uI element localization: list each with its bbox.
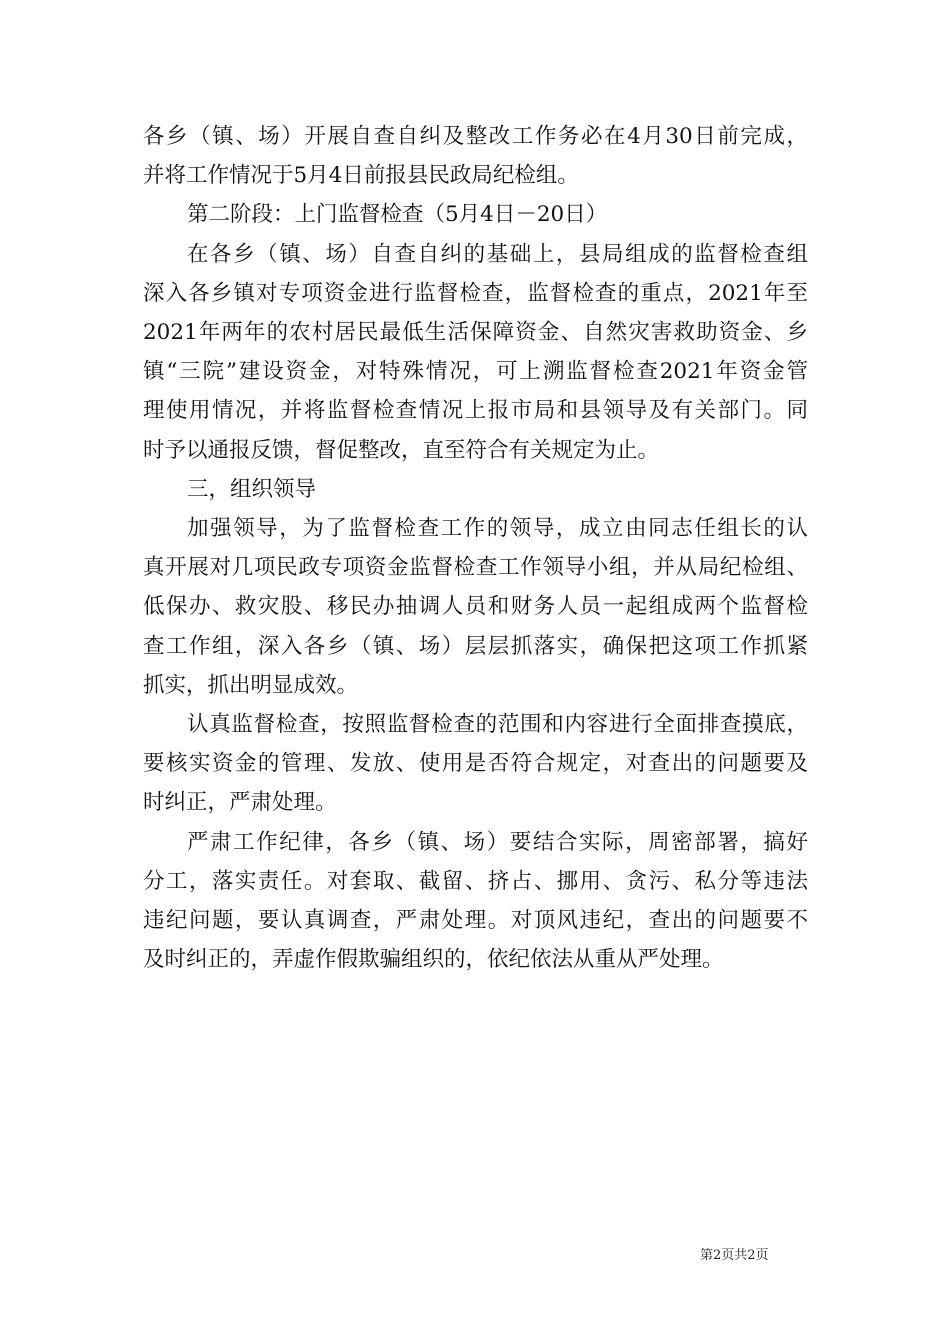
text-line: 真开展对几项民政专项资金监督检查工作领导小组，并从局纪检组、 [143,555,808,581]
text-line: 深入各乡镇对专项资金进行监督检查，监督检查的重点，2021年至 [143,280,808,306]
page-number: 第2页共2页 [700,1248,769,1263]
text-line: 抓实，抓出明显成效。 [143,672,359,698]
text-line: 时纠正，严肃处理。 [143,790,337,816]
text-line: 加强领导，为了监督检查工作的领导，成立由同志任组长的认 [187,516,808,542]
text-line: 在各乡（镇、场）自查自纠的基础上，县局组成的监督检查组 [187,241,808,267]
text-line: 理使用情况，并将监督检查情况上报市局和县领导及有关部门。同 [143,398,808,424]
text-line: 2021年两年的农村居民最低生活保障资金、自然灾害救助资金、乡 [143,320,808,346]
text-line: 低保办、救灾股、移民办抽调人员和财务人员一起组成两个监督检 [143,594,808,620]
text-line: 及时纠正的，弄虚作假欺骗组织的，依纪依法从重从严处理。 [143,947,724,973]
text-line: 严肃工作纪律，各乡（镇、场）要结合实际，周密部署，搞好 [187,829,808,855]
text-line: 时予以通报反馈，督促整改，直至符合有关规定为止。 [143,437,660,463]
section-heading: 三，组织领导 [187,476,317,502]
text-line: 要核实资金的管理、发放、使用是否符合规定，对查出的问题要及 [143,751,808,777]
text-line: 认真监督检查，按照监督检查的范围和内容进行全面排查摸底， [187,712,808,738]
text-line: 各乡（镇、场）开展自查自纠及整改工作务必在4月30日前完成， [143,124,808,149]
text-line: 镇“三院”建设资金，对特殊情况，可上溯监督检查2021年资金管 [143,359,808,385]
text-line: 违纪问题，要认真调查，严肃处理。对顶风违纪，查出的问题要不 [143,908,808,934]
text-line: 分工，落实责任。对套取、截留、挤占、挪用、贪污、私分等违法 [143,868,808,894]
text-line: 并将工作情况于5月4日前报县民政局纪检组。 [143,163,579,189]
document-body [143,117,808,979]
section-heading: 第二阶段：上门监督检查（5月4日－20日） [187,202,608,228]
text-line: 查工作组，深入各乡（镇、场）层层抓落实，确保把这项工作抓紧 [143,633,808,659]
